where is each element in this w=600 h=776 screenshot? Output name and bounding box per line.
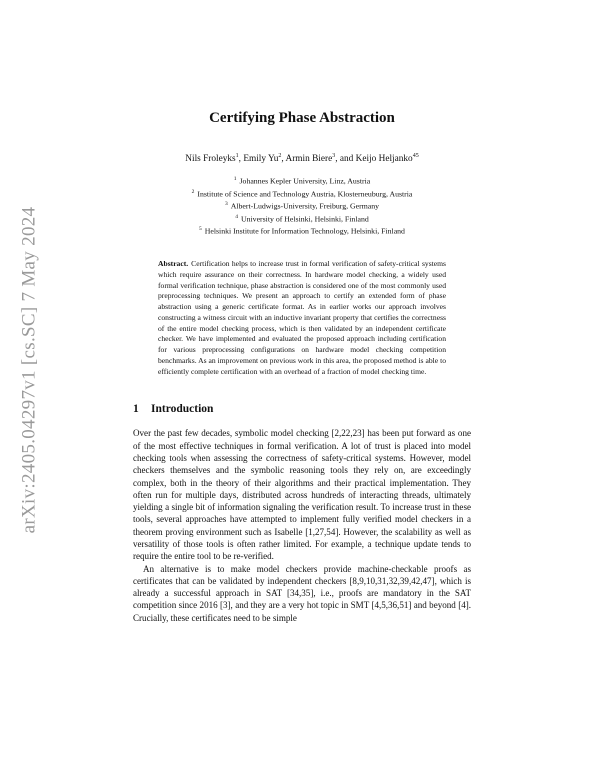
paper-page <box>133 100 471 624</box>
section-title: Introduction <box>151 403 214 416</box>
affiliation-text: Albert-Ludwigs-University, Freiburg, Germany <box>230 201 380 211</box>
affiliation-list <box>133 174 471 237</box>
paragraph: Over the past few decades, symbolic model checking [2,22,23] has been put forward as one of the most effective techniques in formal verification. A lot of trust is placed into model checking tools when assessing the correctness of safety-critical systems. However, model checkers themselves and the symbolic reasoning tools they rely on, are exceedingly complex, both in the theory of their algorithms and their practical implementation. They often run for multiple days, distributed across hundreds of interacting threads, ultimately yielding a single bit of information signaling the verification result. To increase trust in these tools, several approaches have attempted to implement fully verified model checkers in a theorem proving environment such as Isabelle [1,27,54]. However, the scalability as well as versatility of those tools is often rather limited. For example, a technique update tends to require the entire tool to be re-verified. <box>133 428 471 562</box>
affiliation-text: Helsinki Institute for Information Technology, Helsinki, Finland <box>204 227 405 237</box>
section-body <box>133 427 471 624</box>
arxiv-identifier-stamp <box>6 160 52 580</box>
abstract-label: Abstract. <box>158 259 189 269</box>
author-name: Nils Froleyks <box>185 154 236 165</box>
author-affiliation-mark: 3 <box>332 153 336 159</box>
author-separator: , and <box>335 154 356 165</box>
affiliation-line <box>133 199 471 212</box>
affiliation-number: 4 <box>235 213 238 220</box>
affiliation-line <box>133 212 471 225</box>
section-heading <box>133 403 471 415</box>
affiliation-line <box>133 187 471 200</box>
affiliation-number: 3 <box>224 201 228 208</box>
author-name: Emily Yu <box>243 154 279 165</box>
abstract <box>158 259 446 377</box>
author-separator: , <box>238 154 244 165</box>
affiliation-number: 5 <box>199 226 202 233</box>
author-affiliation-mark: 2 <box>278 153 282 159</box>
affiliation-text: Johannes Kepler University, Linz, Austria <box>239 176 371 186</box>
affiliation-text: Institute of Science and Technology Austria, Klosterneuburg, Austria <box>197 189 413 199</box>
affiliation-number: 1 <box>233 176 237 183</box>
section-number: 1 <box>133 403 139 416</box>
affiliation-line <box>133 174 471 187</box>
author-affiliation-mark: 1 <box>235 153 239 159</box>
abstract-text: Certification helps to increase trust in formal verification of safety-critical systems which require assurance on their correctness. In hardware model checking, a widely used formal verification technique, phase abstraction is considered one of the most commonly used preprocessing techniques. We present an approach to certify an extended form of phase abstraction using a generic certificate format. As in earlier works our approach involves constructing a witness circuit with an inductive invariant property that certifies the correctness of the entire model checking process, which is then validated by an independent certificate checker. We have implemented and evaluated the proposed approach including certification for various preprocessing configurations on hardware model checking competition benchmarks. As an improvement on previous work in this area, the proposed method is able to efficiently complete certification with an overhead of a fraction of model checking time. <box>158 259 446 376</box>
paper-title: Certifying Phase Abstraction <box>209 110 395 126</box>
affiliation-number: 2 <box>191 188 195 195</box>
affiliation-text: University of Helsinki, Helsinki, Finland <box>240 214 369 224</box>
arxiv-identifier: arXiv:2405.04297v1 [cs.SC] 7 May 2024 <box>18 206 39 534</box>
affiliation-line <box>133 224 471 237</box>
paragraph: An alternative is to make model checkers provide machine-checkable proofs as certificates that can be validated by independent checkers [8,9,10,31,32,39,42,47], which is already a successful approach in SAT [34,35], i.e., proofs are mandatory in the SAT competition since 2016 [3], and they are a very hot topic in SMT [4,5,36,51] and beyond [4]. Crucially, these certificates need to be simple <box>133 563 471 623</box>
author-affiliation-mark: 45 <box>412 153 419 159</box>
author-name: Keijo Heljanko <box>355 154 413 165</box>
author-list <box>133 153 471 164</box>
author-separator: , <box>281 154 286 165</box>
author-name: Armin Biere <box>285 154 333 165</box>
